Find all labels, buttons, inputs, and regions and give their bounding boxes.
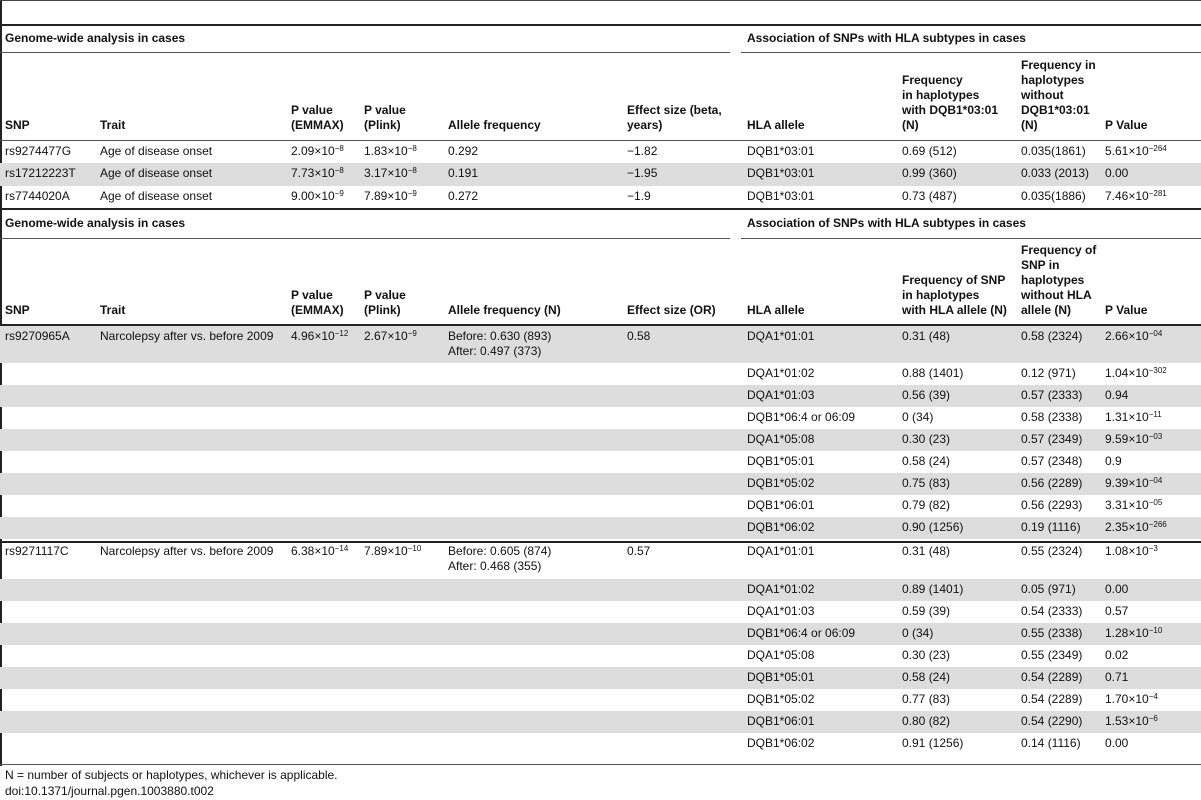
cell-frequency-with: 0.58 (24)	[902, 670, 951, 684]
cell-frequency-without: 0.54 (2333)	[1021, 604, 1083, 618]
cell-p-value: $7.46\times 10^{-281}$	[1105, 189, 1167, 203]
header-frequency-with: Frequency	[902, 73, 963, 87]
cell-snp: rs9271117C	[5, 544, 69, 558]
cell-hla-allele: DQA1*01:01	[747, 544, 815, 558]
header-snp: SNP	[5, 118, 30, 132]
cell-frequency-without: 0.56 (2293)	[1021, 498, 1083, 512]
cell-trait: Age of disease onset	[100, 166, 213, 180]
cell-allele-frequency: After: 0.497 (373)	[448, 344, 542, 358]
cell-effect-size: 0.58	[627, 329, 651, 343]
cell-frequency-without: 0.54 (2289)	[1021, 692, 1083, 706]
cell-hla-allele: DQA1*05:08	[747, 432, 815, 446]
table-rule	[0, 24, 1201, 26]
cell-p-value: $1.08\times 10^{-3}$	[1105, 544, 1158, 558]
cell-trait: Age of disease onset	[100, 189, 213, 203]
header-frequency-with: with DQB1*03:01	[902, 103, 999, 117]
cell-snp: rs9270965A	[5, 329, 70, 343]
section-title-right: Association of SNPs with HLA subtypes in cases	[747, 31, 1026, 45]
cell-pvalue-emmax: $2.09\times 10^{-8}$	[291, 144, 344, 158]
cell-frequency-with: 0.58 (24)	[902, 454, 951, 468]
cell-p-value: $2.35\times 10^{-266}$	[1105, 520, 1167, 534]
cell-p-value: 0.71	[1105, 670, 1129, 684]
cell-p-value: 0.00	[1105, 736, 1129, 750]
cell-frequency-with: 0.77 (83)	[902, 692, 951, 706]
cell-hla-allele: DQA1*01:03	[747, 388, 815, 402]
cell-trait: Age of disease onset	[100, 144, 213, 158]
cell-frequency-with: 0 (34)	[902, 626, 934, 640]
header-frequency-without: without	[1021, 88, 1064, 102]
cell-p-value: 0.02	[1105, 648, 1129, 662]
header-pvalue-plink: P value	[364, 103, 406, 117]
cell-hla-allele: DQB1*06:01	[747, 498, 815, 512]
cell-p-value: 0.57	[1105, 604, 1129, 618]
cell-frequency-with: 0.30 (23)	[902, 648, 951, 662]
cell-allele-frequency: 0.191	[448, 166, 479, 180]
cell-p-value: $1.31\times 10^{-11}$	[1105, 410, 1162, 424]
cell-trait: Narcolepsy after vs. before 2009	[100, 329, 274, 343]
header-pvalue-plink: (Plink)	[364, 118, 401, 132]
header-frequency-with: (N)	[902, 118, 919, 132]
cell-frequency-with: 0.75 (83)	[902, 476, 951, 490]
cell-p-value: $1.53\times 10^{-6}$	[1105, 714, 1158, 728]
cell-pvalue-plink: $2.67\times 10^{-9}$	[364, 329, 417, 343]
header-pvalue-plink: P value	[364, 288, 406, 302]
cell-hla-allele: DQA1*01:03	[747, 604, 815, 618]
header-frequency-without: Frequency of	[1021, 243, 1097, 257]
cell-frequency-with: 0.90 (1256)	[902, 520, 964, 534]
cell-frequency-without: 0.54 (2290)	[1021, 714, 1083, 728]
cell-p-value: 0.00	[1105, 166, 1129, 180]
cell-allele-frequency: 0.292	[448, 144, 479, 158]
cell-effect-size: −1.95	[627, 166, 658, 180]
cell-pvalue-emmax: $9.00\times 10^{-9}$	[291, 189, 344, 203]
cell-pvalue-plink: $3.17\times 10^{-8}$	[364, 166, 417, 180]
cell-p-value: $9.39\times 10^{-04}$	[1105, 476, 1163, 490]
cell-hla-allele: DQB1*06:4 or 06:09	[747, 626, 856, 640]
cell-hla-allele: DQB1*05:02	[747, 476, 815, 490]
footnote: N = number of subjects or haplotypes, whichever is applicable.	[5, 768, 338, 782]
cell-p-value: $9.59\times 10^{-03}$	[1105, 432, 1163, 446]
header-pvalue-emmax: (EMMAX)	[291, 303, 344, 317]
cell-frequency-with: 0.80 (82)	[902, 714, 951, 728]
cell-p-value: $1.28\times 10^{-10}$	[1105, 626, 1163, 640]
cell-effect-size: 0.57	[627, 544, 651, 558]
header-allele-frequency: Allele frequency (N)	[448, 303, 561, 317]
cell-frequency-without: 0.19 (1116)	[1021, 520, 1081, 534]
cell-frequency-without: 0.58 (2338)	[1021, 410, 1083, 424]
cell-pvalue-emmax: $7.73\times 10^{-8}$	[291, 166, 344, 180]
cell-frequency-without: 0.05 (971)	[1021, 582, 1076, 596]
header-trait: Trait	[100, 118, 126, 132]
cell-frequency-with: 0.59 (39)	[902, 604, 951, 618]
header-pvalue-emmax: (EMMAX)	[291, 118, 344, 132]
cell-hla-allele: DQB1*06:02	[747, 520, 815, 534]
header-pvalue-plink: (Plink)	[364, 303, 401, 317]
header-p-value: P Value	[1105, 118, 1148, 132]
cell-hla-allele: DQB1*05:01	[747, 670, 815, 684]
cell-hla-allele: DQB1*03:01	[747, 166, 815, 180]
cell-frequency-with: 0.31 (48)	[902, 329, 951, 343]
header-frequency-without: haplotypes	[1021, 273, 1085, 287]
header-effect-size: years)	[627, 118, 663, 132]
cell-hla-allele: DQA1*05:08	[747, 648, 815, 662]
cell-hla-allele: DQB1*06:01	[747, 714, 815, 728]
cell-frequency-with: 0.56 (39)	[902, 388, 951, 402]
cell-frequency-with: 0.69 (512)	[902, 144, 957, 158]
header-frequency-without: Frequency in	[1021, 58, 1096, 72]
table-rule	[0, 52, 730, 53]
cell-p-value: 0.94	[1105, 388, 1129, 402]
cell-frequency-without: 0.54 (2289)	[1021, 670, 1083, 684]
cell-hla-allele: DQA1*01:01	[747, 329, 815, 343]
left-border	[0, 0, 2, 766]
cell-p-value: 0.00	[1105, 582, 1129, 596]
header-pvalue-emmax: P value	[291, 288, 333, 302]
cell-frequency-without: 0.035(1861)	[1021, 144, 1086, 158]
cell-hla-allele: DQB1*05:02	[747, 692, 815, 706]
cell-frequency-without: 0.58 (2324)	[1021, 329, 1083, 343]
cell-p-value: $1.04\times 10^{-302}$	[1105, 366, 1167, 380]
cell-hla-allele: DQB1*03:01	[747, 189, 815, 203]
cell-frequency-without: 0.55 (2324)	[1021, 544, 1083, 558]
header-frequency-without: allele (N)	[1021, 303, 1072, 317]
cell-p-value: $1.70\times 10^{-4}$	[1105, 692, 1158, 706]
cell-frequency-without: 0.12 (971)	[1021, 366, 1076, 380]
table-rule	[0, 238, 730, 239]
cell-frequency-without: 0.56 (2289)	[1021, 476, 1083, 490]
header-frequency-with: in haplotypes	[902, 88, 980, 102]
cell-snp: rs17212223T	[5, 166, 76, 180]
cell-frequency-with: 0.31 (48)	[902, 544, 951, 558]
cell-frequency-with: 0.91 (1256)	[902, 736, 964, 750]
top-rule	[0, 0, 1201, 1]
cell-snp: rs9274477G	[5, 144, 72, 158]
cell-frequency-with: 0.88 (1401)	[902, 366, 964, 380]
section-title-left: Genome-wide analysis in cases	[5, 31, 186, 45]
table-rule	[0, 140, 1201, 141]
cell-frequency-without: 0.14 (1116)	[1021, 736, 1081, 750]
table-rule	[0, 541, 1201, 543]
cell-allele-frequency: After: 0.468 (355)	[448, 559, 542, 573]
cell-allele-frequency: 0.272	[448, 189, 479, 203]
cell-frequency-with: 0.89 (1401)	[902, 582, 964, 596]
cell-frequency-without: 0.57 (2333)	[1021, 388, 1083, 402]
cell-frequency-with: 0.73 (487)	[902, 189, 957, 203]
table-rule	[0, 208, 1201, 210]
cell-allele-frequency: Before: 0.605 (874)	[448, 544, 552, 558]
header-hla-allele: HLA allele	[747, 303, 805, 317]
cell-trait: Narcolepsy after vs. before 2009	[100, 544, 274, 558]
cell-p-value: $3.31\times 10^{-05}$	[1105, 498, 1163, 512]
header-p-value: P Value	[1105, 303, 1148, 317]
header-allele-frequency: Allele frequency	[448, 118, 541, 132]
cell-allele-frequency: Before: 0.630 (893)	[448, 329, 552, 343]
header-frequency-without: haplotypes	[1021, 73, 1085, 87]
cell-snp: rs7744020A	[5, 189, 70, 203]
table-rule	[0, 764, 1201, 765]
cell-frequency-without: 0.55 (2349)	[1021, 648, 1083, 662]
cell-hla-allele: DQB1*03:01	[747, 144, 815, 158]
cell-frequency-without: 0.57 (2349)	[1021, 432, 1083, 446]
cell-p-value: $2.66\times 10^{-04}$	[1105, 329, 1163, 343]
cell-pvalue-plink: $7.89\times 10^{-9}$	[364, 189, 417, 203]
doi-text: doi:10.1371/journal.pgen.1003880.t002	[5, 784, 214, 798]
header-frequency-with: Frequency of SNP	[902, 273, 1006, 287]
cell-pvalue-emmax: $6.38\times 10^{-14}$	[291, 544, 349, 558]
cell-effect-size: −1.82	[627, 144, 658, 158]
header-effect-size: Effect size (OR)	[627, 303, 716, 317]
header-frequency-without: DQB1*03:01	[1021, 103, 1090, 117]
cell-hla-allele: DQB1*06:4 or 06:09	[747, 410, 856, 424]
cell-frequency-with: 0.30 (23)	[902, 432, 951, 446]
cell-frequency-without: 0.57 (2348)	[1021, 454, 1083, 468]
cell-hla-allele: DQA1*01:02	[747, 582, 815, 596]
cell-hla-allele: DQA1*01:02	[747, 366, 815, 380]
cell-frequency-with: 0.99 (360)	[902, 166, 957, 180]
cell-effect-size: −1.9	[627, 189, 651, 203]
header-frequency-without: (N)	[1021, 118, 1038, 132]
header-trait: Trait	[100, 303, 126, 317]
header-frequency-without: SNP in	[1021, 258, 1060, 272]
cell-frequency-without: 0.035(1886)	[1021, 189, 1086, 203]
header-hla-allele: HLA allele	[747, 118, 805, 132]
header-snp: SNP	[5, 303, 30, 317]
header-frequency-with: in haplotypes	[902, 288, 980, 302]
section-title-left: Genome-wide analysis in cases	[5, 216, 186, 230]
cell-frequency-without: 0.55 (2338)	[1021, 626, 1083, 640]
cell-pvalue-plink: $1.83\times 10^{-8}$	[364, 144, 417, 158]
header-frequency-without: without HLA	[1021, 288, 1092, 302]
header-effect-size: Effect size (beta,	[627, 103, 722, 117]
cell-frequency-without: 0.033 (2013)	[1021, 166, 1090, 180]
cell-frequency-with: 0 (34)	[902, 410, 934, 424]
cell-pvalue-emmax: $4.96\times 10^{-12}$	[291, 329, 349, 343]
header-pvalue-emmax: P value	[291, 103, 333, 117]
cell-frequency-with: 0.79 (82)	[902, 498, 951, 512]
cell-p-value: 0.9	[1105, 454, 1122, 468]
section-title-right: Association of SNPs with HLA subtypes in cases	[747, 216, 1026, 230]
cell-p-value: $5.61\times 10^{-264}$	[1105, 144, 1167, 158]
table-rule	[741, 52, 1201, 53]
cell-pvalue-plink: $7.89\times 10^{-10}$	[364, 544, 422, 558]
header-frequency-with: with HLA allele (N)	[902, 303, 1007, 317]
cell-hla-allele: DQB1*05:01	[747, 454, 815, 468]
table-rule	[741, 238, 1201, 239]
cell-hla-allele: DQB1*06:02	[747, 736, 815, 750]
